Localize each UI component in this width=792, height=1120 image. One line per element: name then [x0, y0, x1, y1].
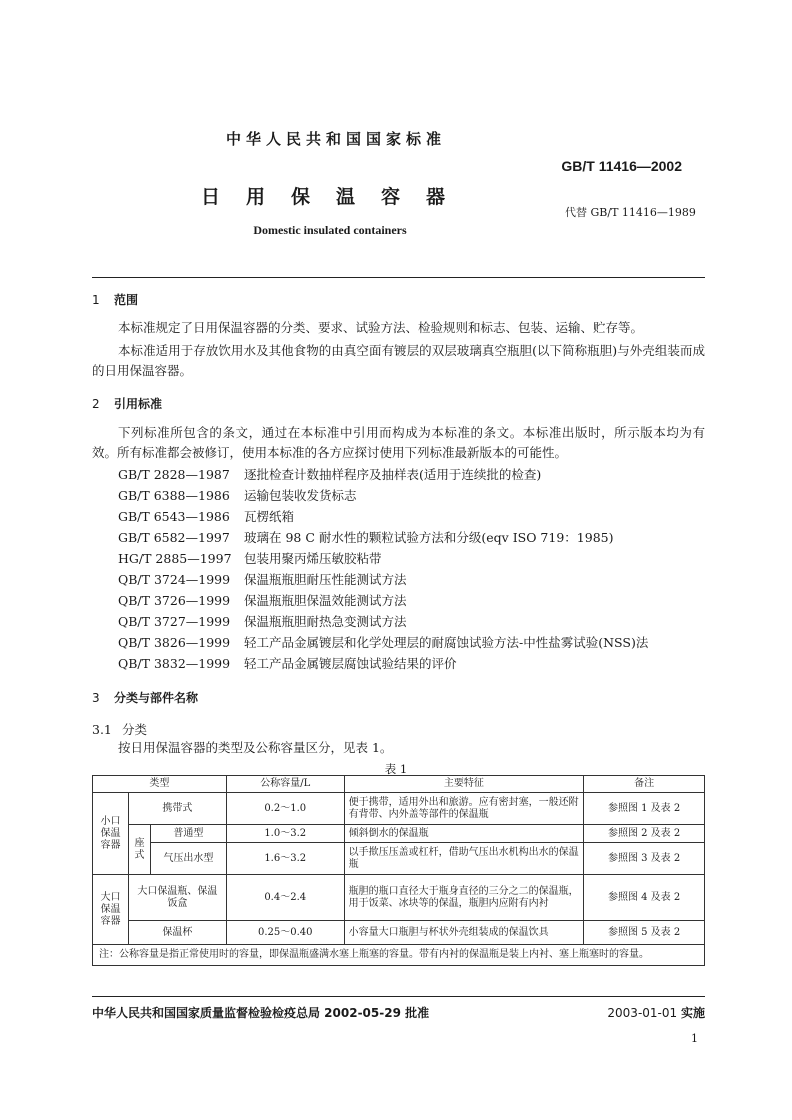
reference-item — [118, 465, 705, 485]
group-large-mouth: 大口保温容器 — [93, 875, 129, 945]
ref-title: 包装用聚丙烯压敏胶粘带 — [244, 551, 382, 566]
section-title: 范围 — [114, 293, 139, 307]
scope-paragraph-2: 本标准适用于存放饮用水及其他食物的由真空面有镀层的双层玻璃真空瓶胆(以下简称瓶胆)与外壳组装而成的日用保温容器。 — [92, 343, 705, 378]
section-2-heading — [92, 395, 162, 412]
reference-item — [118, 486, 705, 506]
normative-intro: 下列标准所包含的条文，通过在本标准中引用而构成为本标准的条文。本标准出版时，所示版本均为有效。所有标准都会被修订，使用本标准的各方应探讨使用下列标准最新版本的可能性。 — [92, 425, 705, 460]
classification-table — [92, 775, 705, 966]
ref-code: GB/T 6388—1986 — [118, 488, 230, 503]
section-title: 引用标准 — [114, 397, 163, 411]
ref-code: QB/T 3826—1999 — [118, 635, 231, 650]
ref-title: 瓦楞纸箱 — [244, 509, 295, 524]
footer-divider — [92, 996, 705, 997]
type-cell: 携带式 — [128, 793, 226, 825]
table-caption: 表 1 — [384, 762, 408, 776]
feature-cell: 以手揿压压盖或杠杆，借助气压出水机构出水的保温瓶 — [344, 843, 584, 875]
remark-cell: 参照图 3 及表 2 — [584, 843, 705, 875]
capacity-cell: 1.6～3.2 — [226, 843, 344, 875]
ref-title: 运输包装收发货标志 — [244, 488, 357, 503]
table-note-row — [93, 945, 705, 966]
ref-title: 玻璃在 98 C 耐水性的颗粒试验方法和分级(eqv ISO 719：1985) — [244, 530, 614, 545]
ref-title: 轻工产品金属镀层腐蚀试验结果的评价 — [244, 656, 457, 671]
ref-title: 轻工产品金属镀层和化学处理层的耐腐蚀试验方法-中性盐雾试验(NSS)法 — [244, 635, 649, 650]
type-cell: 保温杯 — [128, 921, 226, 945]
table-row — [93, 843, 705, 875]
reference-item — [118, 570, 705, 590]
table-row — [93, 793, 705, 825]
type-cell: 气压出水型 — [150, 843, 226, 875]
subsection-title: 分类 — [122, 722, 148, 737]
header-capacity: 公称容量/L — [226, 776, 344, 793]
reference-item — [118, 549, 705, 569]
capacity-cell: 0.4～2.4 — [226, 875, 344, 921]
ref-code: QB/T 3726—1999 — [118, 593, 231, 608]
section-number: 1 — [92, 293, 100, 307]
effective-line — [607, 1004, 705, 1021]
ref-code: QB/T 3727—1999 — [118, 614, 231, 629]
reference-item — [118, 507, 705, 527]
header-feature: 主要特征 — [344, 776, 584, 793]
subsection-3-1-heading — [92, 720, 147, 738]
issuing-body: 中华人民共和国国家标准 — [225, 130, 446, 148]
ref-code: GB/T 2828—1987 — [118, 467, 230, 482]
remark-cell: 参照图 5 及表 2 — [584, 921, 705, 945]
group-seat-type: 座式 — [128, 825, 150, 875]
feature-cell: 倾斜倒水的保温瓶 — [344, 825, 584, 843]
page-number: 1 — [691, 1032, 698, 1045]
table-header-row — [93, 776, 705, 793]
feature-cell: 便于携带，适用外出和旅游。应有密封塞，一般还附有背带、内外盖等部件的保温瓶 — [344, 793, 584, 825]
feature-cell: 瓶胆的瓶口直径大于瓶身直径的三分之二的保温瓶，用于饭菜、冰块等的保温，瓶胆内应附有内衬 — [344, 875, 584, 921]
remark-cell: 参照图 2 及表 2 — [584, 825, 705, 843]
reference-item — [118, 654, 705, 674]
section-3-heading — [92, 689, 198, 706]
table-row — [93, 825, 705, 843]
header-type: 类型 — [93, 776, 227, 793]
reference-item — [118, 591, 705, 611]
ref-code: GB/T 6543—1986 — [118, 509, 230, 524]
reference-item — [118, 633, 705, 653]
feature-cell: 小容量大口瓶胆与杯状外壳组装成的保温饮具 — [344, 921, 584, 945]
reference-item — [118, 612, 705, 632]
effective-label: 实施 — [680, 1006, 705, 1020]
ref-code: QB/T 3724—1999 — [118, 572, 231, 587]
ref-code: GB/T 6582—1997 — [118, 530, 230, 545]
section-number: 2 — [92, 397, 100, 411]
replaces-note: 代替 GB/T 11416—1989 — [565, 206, 696, 219]
subsection-number: 3.1 — [92, 722, 112, 737]
reference-item — [118, 528, 705, 548]
table-row — [93, 921, 705, 945]
table-row — [93, 875, 705, 921]
header-divider — [92, 277, 705, 278]
effective-date: 2003-01-01 — [607, 1006, 678, 1020]
capacity-cell: 0.2～1.0 — [226, 793, 344, 825]
ref-title: 逐批检查计数抽样程序及抽样表(适用于连续批的检查) — [244, 467, 542, 482]
section-title: 分类与部件名称 — [114, 691, 199, 705]
group-small-mouth: 小口保温容器 — [93, 793, 129, 875]
header-remark: 备注 — [584, 776, 705, 793]
ref-title: 保温瓶瓶胆保温效能测试方法 — [244, 593, 407, 608]
document-title: 日用保温容器 — [200, 186, 471, 208]
scope-paragraph-1: 本标准规定了日用保温容器的分类、要求、试验方法、检验规则和标志、包装、运输、贮存等。 — [118, 320, 644, 335]
section-1-heading — [92, 291, 138, 308]
ref-code: HG/T 2885—1997 — [118, 551, 232, 566]
ref-title: 保温瓶瓶胆耐压性能测试方法 — [244, 572, 407, 587]
capacity-cell: 0.25～0.40 — [226, 921, 344, 945]
remark-cell: 参照图 4 及表 2 — [584, 875, 705, 921]
ref-title: 保温瓶瓶胆耐热急变测试方法 — [244, 614, 407, 629]
type-cell: 大口保温瓶、保温饭盒 — [128, 875, 226, 921]
type-cell: 普通型 — [150, 825, 226, 843]
ref-code: QB/T 3832—1999 — [118, 656, 231, 671]
english-title: Domestic insulated containers — [253, 223, 407, 237]
capacity-cell: 1.0～3.2 — [226, 825, 344, 843]
table-note: 注：公称容量是指正常使用时的容量，即保温瓶盛满水塞上瓶塞的容量。带有内衬的保温瓶是装上内衬、塞上瓶塞时的容量。 — [93, 945, 705, 966]
approval-line: 中华人民共和国国家质量监督检验检疫总局 2002-05-29 批准 — [92, 1006, 430, 1020]
standard-number: GB/T 11416—2002 — [561, 158, 682, 174]
classification-paragraph: 按日用保温容器的类型及公称容量区分，见表 1。 — [118, 740, 393, 755]
section-number: 3 — [92, 691, 100, 705]
remark-cell: 参照图 1 及表 2 — [584, 793, 705, 825]
